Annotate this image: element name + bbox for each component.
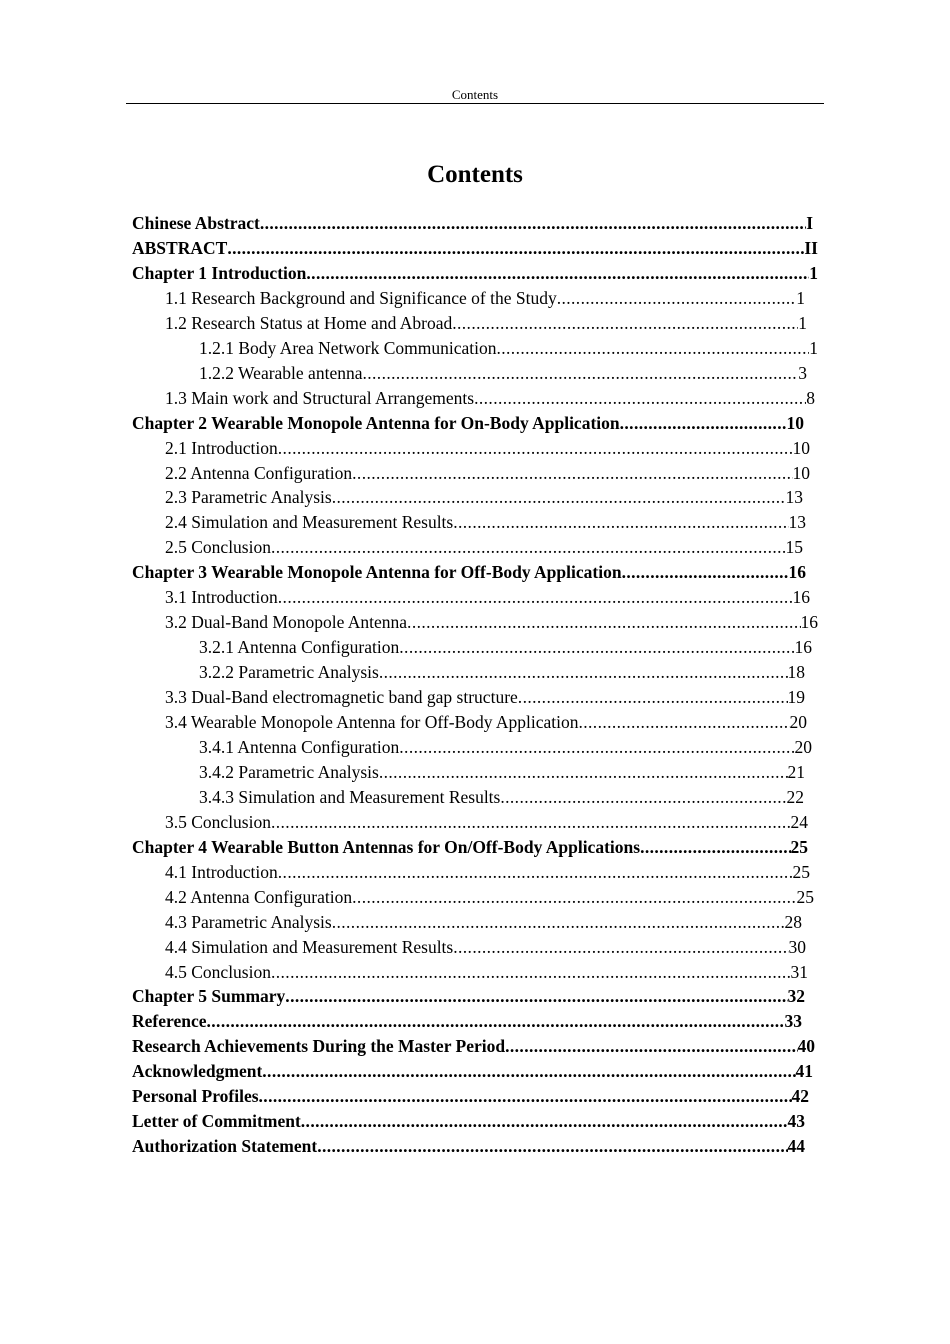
toc-dot-leader [262,1059,795,1084]
toc-dot-leader [407,610,800,635]
toc-dot-leader [500,785,786,810]
toc-entry-page: 30 [788,936,806,957]
toc-entry[interactable] [165,910,802,935]
toc-entry-page: 16 [800,612,818,633]
toc-dot-leader [399,735,794,760]
toc-dot-leader [496,336,809,361]
toc-entry-label: 3.2.2 Parametric Analysis [199,662,379,683]
toc-entry[interactable] [165,535,803,560]
toc-entry-page: 22 [786,786,804,807]
toc-entry-label: ABSTRACT [132,237,228,258]
toc-dot-leader [452,311,798,336]
toc-entry-label: Research Achievements During the Master Period [132,1036,506,1057]
toc-dot-leader [278,860,793,885]
toc-entry[interactable] [199,735,812,760]
toc-entry-label: 2.1 Introduction [165,437,278,458]
toc-entry-label: Chapter 1 Introduction [132,262,307,283]
toc-entry-page: 40 [797,1036,815,1057]
toc-entry-label: 4.2 Antenna Configuration [165,886,353,907]
toc-entry-page: 16 [792,587,810,608]
toc-entry-page: II [804,237,818,258]
toc-entry[interactable] [132,261,818,286]
toc-entry-label: 3.2 Dual-Band Monopole Antenna [165,612,408,633]
toc-entry[interactable] [132,1084,809,1109]
toc-entry[interactable] [132,1134,805,1159]
toc-entry-page: 41 [795,1061,813,1082]
toc-entry-label: Personal Profiles [132,1086,259,1107]
toc-entry[interactable] [165,685,805,710]
toc-dot-leader [640,835,790,860]
toc-entry-page: 21 [787,761,805,782]
toc-entry-label: 1.2.2 Wearable antenna [199,362,363,383]
toc-entry-page: 1 [809,337,818,358]
toc-entry-page: 25 [790,836,808,857]
toc-entry-page: 13 [788,512,806,533]
toc-entry[interactable] [132,984,805,1009]
toc-entry-page: 25 [792,861,810,882]
toc-entry[interactable] [199,785,804,810]
toc-dot-leader [285,984,787,1009]
toc-entry-page: 18 [787,662,805,683]
toc-dot-leader [271,960,791,985]
toc-entry-page: 16 [788,562,806,583]
toc-dot-leader [453,935,788,960]
toc-entry-label: 3.2.1 Antenna Configuration [199,637,400,658]
toc-entry[interactable] [199,361,807,386]
toc-dot-leader [379,760,788,785]
toc-dot-leader [474,386,806,411]
toc-entry-label: 4.4 Simulation and Measurement Results [165,936,454,957]
toc-entry-label: 1.2.1 Body Area Network Communication [199,337,497,358]
toc-entry-label: 4.5 Conclusion [165,961,271,982]
toc-dot-leader [227,236,804,261]
toc-entry-page: 20 [789,712,807,732]
toc-entry-page: 19 [787,687,805,708]
toc-entry[interactable] [199,635,812,660]
toc-entry[interactable] [165,286,805,311]
toc-entry-page: 1 [809,262,818,283]
toc-entry-label: Letter of Commitment [132,1111,301,1132]
toc-entry-page: 33 [784,1011,802,1032]
running-header: Contents [126,86,824,104]
toc-entry-label: 3.5 Conclusion [165,811,271,832]
toc-dot-leader [557,286,797,311]
toc-dot-leader [453,510,788,535]
toc-entry-page: 44 [787,1136,805,1157]
toc-entry-label: Chapter 4 Wearable Button Antennas for On/Off-Body Applications [132,836,641,857]
toc-entry-page: 10 [792,437,810,458]
toc-entry-page: 1 [798,312,807,333]
toc-entry-label: 3.4 Wearable Monopole Antenna for Off-Body Application [165,712,579,732]
toc-entry[interactable] [199,336,818,361]
toc-dot-leader [317,1134,787,1159]
toc-dot-leader [379,660,788,685]
toc-entry[interactable] [132,560,806,585]
toc-entry[interactable] [132,211,813,236]
toc-dot-leader [399,635,794,660]
toc-entry-page: 10 [792,462,810,483]
toc-entry-label: 1.2 Research Status at Home and Abroad [165,312,453,333]
toc-dot-leader [271,810,791,835]
toc-entry-page: 3 [798,362,807,383]
toc-entry[interactable] [165,510,806,535]
toc-entry-label: 2.4 Simulation and Measurement Results [165,512,454,533]
toc-entry-label: 2.5 Conclusion [165,537,271,558]
toc-entry[interactable] [165,585,810,610]
toc-dot-leader [271,535,786,560]
toc-dot-leader [259,1084,792,1109]
toc-entry[interactable] [132,411,804,436]
toc-entry-page: 25 [796,886,814,907]
toc-entry-label: Chapter 5 Summary [132,986,286,1007]
toc-entry-label: Reference [132,1011,207,1032]
toc-entry-page: 8 [806,387,815,408]
toc-entry-label: Authorization Statement [132,1136,318,1157]
toc-entry-label: 1.3 Main work and Structural Arrangements [165,387,475,408]
toc-dot-leader [301,1109,788,1134]
toc-dot-leader [332,485,786,510]
toc-entry-page: 32 [787,986,805,1007]
toc-dot-leader [620,411,787,436]
toc-entry-label: 3.4.3 Simulation and Measurement Results [199,786,501,807]
toc-entry-label: Chapter 2 Wearable Monopole Antenna for On-Body Application [132,412,620,433]
toc-entry-label: 3.3 Dual-Band electromagnetic band gap structure [165,687,518,708]
toc-entry-label: 2.3 Parametric Analysis [165,487,332,508]
toc-entry[interactable] [132,236,818,261]
toc-entry[interactable] [165,386,815,411]
toc-dot-leader [362,361,798,386]
toc-dot-leader [505,1034,797,1059]
page-title: Contents [427,161,523,188]
toc-dot-leader [278,436,793,461]
toc-dot-leader [260,211,806,236]
toc-entry-label: 3.4.1 Antenna Configuration [199,736,400,757]
toc-entry[interactable] [165,860,810,885]
toc-entry-page: 20 [794,736,812,757]
toc-entry-page: 10 [786,412,804,433]
toc-dot-leader [352,461,792,486]
toc-entry[interactable] [132,835,808,860]
toc-entry[interactable] [165,311,807,336]
toc-entry[interactable] [165,710,807,735]
toc-entry-label: 2.2 Antenna Configuration [165,462,353,483]
toc-entry-page: 16 [794,637,812,658]
toc-entry-label: Chapter 3 Wearable Monopole Antenna for Off-Body Application [132,562,622,583]
toc-entry-page: 43 [787,1111,805,1132]
toc-entry-page: 13 [785,487,803,508]
toc-dot-leader [352,885,796,910]
toc-entry[interactable] [165,436,810,461]
toc-dot-leader [332,910,785,935]
toc-entry-page: 42 [791,1086,809,1107]
toc-entry[interactable] [132,1009,802,1034]
toc-entry-page: 31 [790,961,808,982]
toc-entry-label: 4.1 Introduction [165,861,278,882]
toc-entry[interactable] [165,885,814,910]
toc-dot-leader [518,685,788,710]
toc-entry-label: Acknowledgment [132,1061,263,1082]
toc-entry-label: 1.1 Research Background and Significance of the Study [165,287,557,308]
toc-entry-page: 24 [790,811,808,832]
toc-entry[interactable] [165,485,803,510]
toc-dot-leader [207,1009,785,1034]
toc-entry[interactable] [165,960,808,985]
toc-entry[interactable] [132,1059,813,1084]
toc-entry[interactable] [165,461,810,486]
toc-entry[interactable] [165,610,818,635]
toc-entry[interactable] [165,935,806,960]
toc-entry[interactable] [132,1034,815,1059]
toc-entry-page: 1 [796,287,805,308]
toc-entry-page: 15 [785,537,803,558]
toc-entry[interactable] [165,810,808,835]
toc-entry-label: 3.1 Introduction [165,587,278,608]
toc-entry-label: 4.3 Parametric Analysis [165,911,332,932]
toc-entry[interactable] [132,1109,805,1134]
toc-entry[interactable] [199,660,805,685]
toc-dot-leader [278,585,793,610]
toc-dot-leader [578,710,789,735]
toc-entry-label: Chinese Abstract [132,213,260,233]
toc-dot-leader [622,560,789,585]
toc-entry-page: 28 [784,911,802,932]
toc-entry-page: I [806,213,813,233]
toc-entry-label: 3.4.2 Parametric Analysis [199,761,379,782]
toc-entry[interactable] [199,760,805,785]
toc-dot-leader [306,261,809,286]
